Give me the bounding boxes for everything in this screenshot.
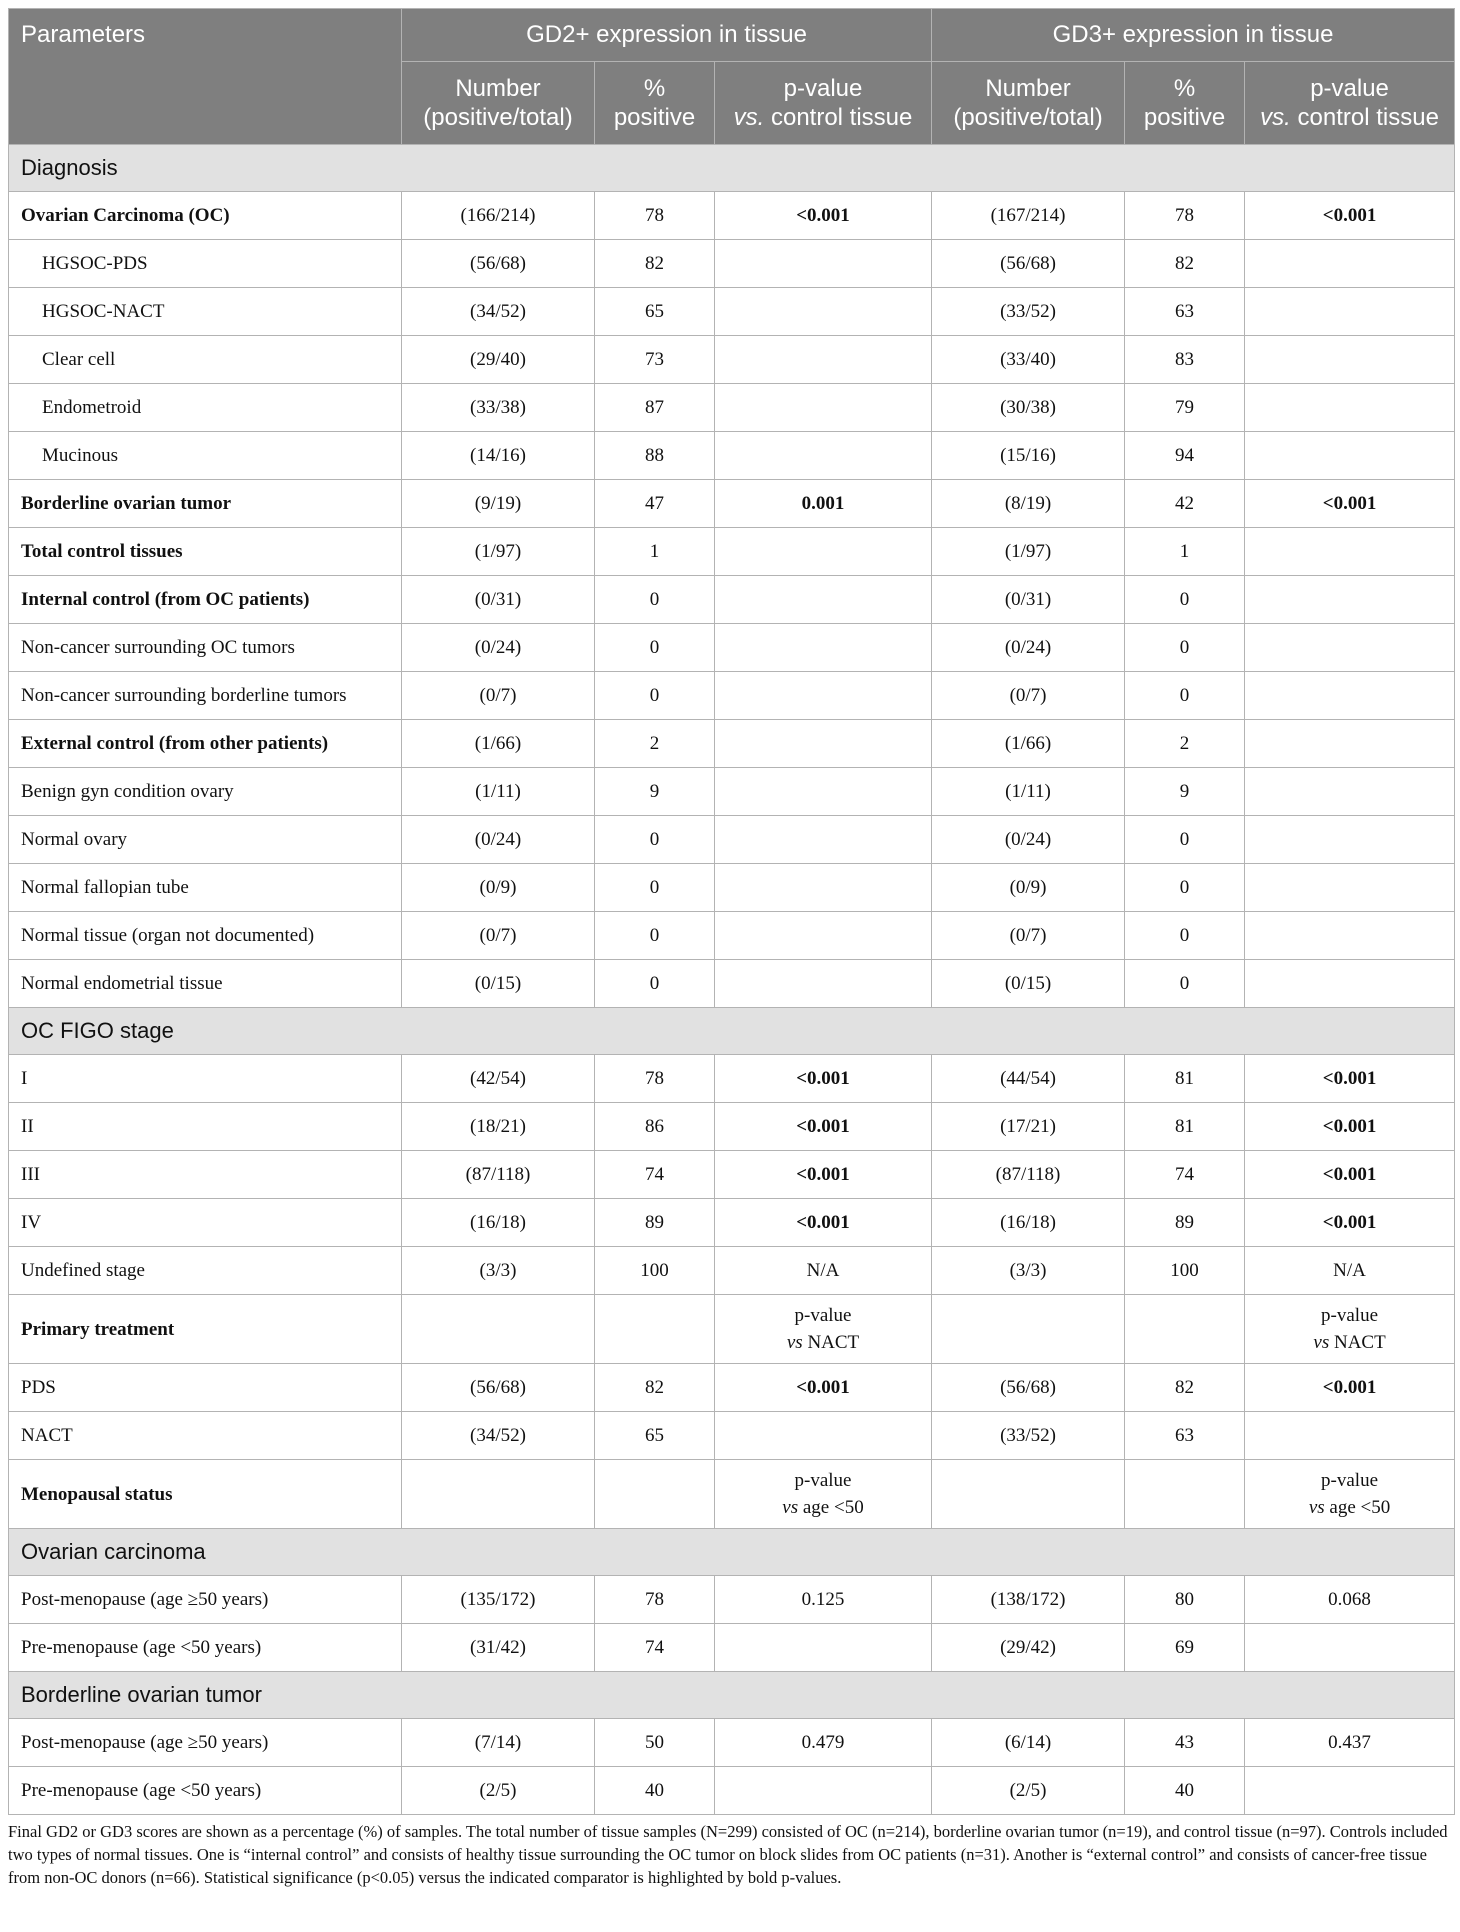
gd2-percent-cell: 50 xyxy=(595,1719,715,1767)
gd2-percent-cell: 73 xyxy=(595,336,715,384)
gd3-pvalue-header: p-value vs. control tissue xyxy=(1245,62,1455,145)
gd2-number-cell: (34/52) xyxy=(402,1412,595,1460)
section-label: Borderline ovarian tumor xyxy=(9,1672,1455,1719)
gd2-pvalue-cell: <0.001 xyxy=(715,1103,932,1151)
gd2-percent-cell: 78 xyxy=(595,1576,715,1624)
gd3-percent-cell: 0 xyxy=(1125,960,1245,1008)
gd3-percent-cell xyxy=(1125,1460,1245,1529)
table-row xyxy=(9,432,1455,480)
gd2-number-cell: (0/7) xyxy=(402,672,595,720)
gd3-number-cell: (0/7) xyxy=(932,672,1125,720)
table-body xyxy=(9,145,1455,1815)
gd3-pvalue-cell: <0.001 xyxy=(1245,192,1455,240)
table-row xyxy=(9,1055,1455,1103)
gd2-percent-cell: 86 xyxy=(595,1103,715,1151)
gd3-number-header: Number (positive/total) xyxy=(932,62,1125,145)
gd3-pvalue-cell xyxy=(1245,576,1455,624)
gd3-number-cell: (8/19) xyxy=(932,480,1125,528)
gd2-percent-cell: 40 xyxy=(595,1767,715,1815)
gd2-pvalue-cell xyxy=(715,1624,932,1672)
table-row xyxy=(9,720,1455,768)
table-row xyxy=(9,912,1455,960)
gd2-number-cell: (18/21) xyxy=(402,1103,595,1151)
gd2-number-cell: (0/31) xyxy=(402,576,595,624)
gd3-percent-cell: 1 xyxy=(1125,528,1245,576)
gd3-pvalue-cell xyxy=(1245,624,1455,672)
gd3-pvalue-cell: <0.001 xyxy=(1245,1103,1455,1151)
gd2-number-cell: (33/38) xyxy=(402,384,595,432)
gd2-pvalue-comparator: p-value vs age <50 xyxy=(715,1460,932,1529)
table-row xyxy=(9,1576,1455,1624)
row-label: Pre-menopause (age <50 years) xyxy=(9,1624,402,1672)
gd2-number-cell: (0/15) xyxy=(402,960,595,1008)
section-label: Ovarian carcinoma xyxy=(9,1529,1455,1576)
gd3-percent-cell: 63 xyxy=(1125,1412,1245,1460)
gd2-percent-cell: 65 xyxy=(595,288,715,336)
gd3-percent-cell: 63 xyxy=(1125,288,1245,336)
gd3-number-cell: (87/118) xyxy=(932,1151,1125,1199)
gd2-pvalue-comparator: p-value vs NACT xyxy=(715,1295,932,1364)
gd3-percent-cell: 9 xyxy=(1125,768,1245,816)
gd3-group-header: GD3+ expression in tissue xyxy=(932,9,1455,62)
gd2-pvalue-cell: <0.001 xyxy=(715,1364,932,1412)
gd2-pvalue-cell xyxy=(715,1767,932,1815)
gd3-number-cell: (0/24) xyxy=(932,624,1125,672)
gd2-percent-header: % positive xyxy=(595,62,715,145)
gd2-percent-cell: 0 xyxy=(595,912,715,960)
gd2-percent-cell: 0 xyxy=(595,864,715,912)
gd2-number-cell: (56/68) xyxy=(402,240,595,288)
gd3-pvalue-cell: N/A xyxy=(1245,1247,1455,1295)
gd3-pvalue-cell xyxy=(1245,672,1455,720)
row-label: Menopausal status xyxy=(9,1460,402,1529)
gd2-number-cell: (0/7) xyxy=(402,912,595,960)
gd3-pvalue-cell: <0.001 xyxy=(1245,1151,1455,1199)
gd3-percent-cell: 0 xyxy=(1125,624,1245,672)
gd2-number-cell: (1/66) xyxy=(402,720,595,768)
table-footnote: Final GD2 or GD3 scores are shown as a percentage (%) of samples. The total number of tissue samples (N=299) consisted of OC (n=214), borderline ovarian tumor (n=19), and control tissue (n=97). Controls included two types of normal tissues. One is “internal control” and consists of healthy tissue surrounding the OC tumor on block slides from OC patients (n=31). Another is “external control” and consists of cancer-free tissue from non-OC donors (n=66). Statistical significance (p<0.05) versus the indicated comparator is highlighted by bold p-values. xyxy=(8,1822,1448,1887)
gd3-percent-cell: 69 xyxy=(1125,1624,1245,1672)
row-label: Clear cell xyxy=(9,336,402,384)
gd2-number-cell: (14/16) xyxy=(402,432,595,480)
section-row xyxy=(9,1672,1455,1719)
gd3-percent-cell: 82 xyxy=(1125,1364,1245,1412)
gd2-number-cell: (9/19) xyxy=(402,480,595,528)
gd3-pvalue-cell xyxy=(1245,816,1455,864)
gd3-percent-cell: 79 xyxy=(1125,384,1245,432)
gd3-pvalue-cell xyxy=(1245,768,1455,816)
gd2-pvalue-cell xyxy=(715,864,932,912)
gd3-percent-cell: 0 xyxy=(1125,864,1245,912)
row-label: Undefined stage xyxy=(9,1247,402,1295)
gd2-pvalue-cell: <0.001 xyxy=(715,1055,932,1103)
gd2-percent-cell: 82 xyxy=(595,1364,715,1412)
gd3-pvalue-cell xyxy=(1245,1767,1455,1815)
gd2-number-cell: (56/68) xyxy=(402,1364,595,1412)
gd3-pvalue-cell: <0.001 xyxy=(1245,1055,1455,1103)
gd2-pvalue-cell xyxy=(715,288,932,336)
gd2-number-cell: (0/24) xyxy=(402,624,595,672)
row-label: Primary treatment xyxy=(9,1295,402,1364)
section-label: Diagnosis xyxy=(9,145,1455,192)
gd3-number-cell: (17/21) xyxy=(932,1103,1125,1151)
gd2-pvalue-cell xyxy=(715,576,932,624)
gd3-number-cell: (1/97) xyxy=(932,528,1125,576)
table-row xyxy=(9,528,1455,576)
gd3-pvalue-cell xyxy=(1245,720,1455,768)
table-row xyxy=(9,816,1455,864)
gd3-number-cell: (56/68) xyxy=(932,240,1125,288)
table-row xyxy=(9,480,1455,528)
gd2-number-header: Number (positive/total) xyxy=(402,62,595,145)
gd2-pvalue-cell xyxy=(715,672,932,720)
row-label: Endometroid xyxy=(9,384,402,432)
gd2-number-cell: (29/40) xyxy=(402,336,595,384)
gd2-percent-cell: 89 xyxy=(595,1199,715,1247)
gd3-number-cell: (33/52) xyxy=(932,1412,1125,1460)
gd2-pvalue-cell xyxy=(715,432,932,480)
gd3-percent-cell: 43 xyxy=(1125,1719,1245,1767)
row-label: Post-menopause (age ≥50 years) xyxy=(9,1576,402,1624)
row-label: Internal control (from OC patients) xyxy=(9,576,402,624)
gd2-pvalue-cell xyxy=(715,768,932,816)
table-row xyxy=(9,1767,1455,1815)
table-row xyxy=(9,1247,1455,1295)
gd3-percent-cell: 42 xyxy=(1125,480,1245,528)
table-row xyxy=(9,1719,1455,1767)
gd2-pvalue-cell xyxy=(715,960,932,1008)
table-row xyxy=(9,192,1455,240)
gd3-percent-cell: 0 xyxy=(1125,672,1245,720)
gd3-percent-cell: 0 xyxy=(1125,576,1245,624)
gd-expression-table xyxy=(8,8,1455,1815)
row-label: Borderline ovarian tumor xyxy=(9,480,402,528)
table-header xyxy=(9,9,1455,145)
table-row xyxy=(9,1364,1455,1412)
gd2-percent-cell: 2 xyxy=(595,720,715,768)
gd2-percent-cell: 0 xyxy=(595,576,715,624)
gd2-number-cell: (34/52) xyxy=(402,288,595,336)
table-row xyxy=(9,624,1455,672)
row-label: HGSOC-NACT xyxy=(9,288,402,336)
gd3-percent-cell: 80 xyxy=(1125,1576,1245,1624)
gd3-number-cell xyxy=(932,1295,1125,1364)
subheader-row xyxy=(9,1460,1455,1529)
gd3-number-cell: (6/14) xyxy=(932,1719,1125,1767)
row-label: IV xyxy=(9,1199,402,1247)
row-label: Normal fallopian tube xyxy=(9,864,402,912)
row-label: External control (from other patients) xyxy=(9,720,402,768)
row-label: I xyxy=(9,1055,402,1103)
gd2-pvalue-cell xyxy=(715,720,932,768)
gd3-percent-cell: 78 xyxy=(1125,192,1245,240)
gd2-pvalue-cell xyxy=(715,1412,932,1460)
row-label: Pre-menopause (age <50 years) xyxy=(9,1767,402,1815)
gd2-percent-cell: 0 xyxy=(595,672,715,720)
gd2-number-cell: (3/3) xyxy=(402,1247,595,1295)
section-row xyxy=(9,1529,1455,1576)
gd3-percent-cell xyxy=(1125,1295,1245,1364)
gd2-percent-cell xyxy=(595,1460,715,1529)
gd3-number-cell: (33/40) xyxy=(932,336,1125,384)
gd2-pvalue-cell xyxy=(715,912,932,960)
row-label: HGSOC-PDS xyxy=(9,240,402,288)
gd3-percent-cell: 40 xyxy=(1125,1767,1245,1815)
gd3-pvalue-cell: <0.001 xyxy=(1245,1199,1455,1247)
gd2-pvalue-cell: N/A xyxy=(715,1247,932,1295)
gd3-percent-cell: 81 xyxy=(1125,1103,1245,1151)
gd3-number-cell: (2/5) xyxy=(932,1767,1125,1815)
row-label: PDS xyxy=(9,1364,402,1412)
gd2-group-header: GD2+ expression in tissue xyxy=(402,9,932,62)
gd2-pvalue-cell xyxy=(715,336,932,384)
gd2-pvalue-header: p-value vs. control tissue xyxy=(715,62,932,145)
table-row xyxy=(9,240,1455,288)
table-row xyxy=(9,1151,1455,1199)
gd3-pvalue-cell xyxy=(1245,240,1455,288)
gd2-pvalue-cell: <0.001 xyxy=(715,192,932,240)
gd3-percent-cell: 0 xyxy=(1125,816,1245,864)
gd3-number-cell: (0/24) xyxy=(932,816,1125,864)
subheader-row xyxy=(9,1295,1455,1364)
table-row xyxy=(9,1412,1455,1460)
gd3-pvalue-cell xyxy=(1245,384,1455,432)
gd3-percent-cell: 100 xyxy=(1125,1247,1245,1295)
gd2-pvalue-cell: <0.001 xyxy=(715,1151,932,1199)
gd3-pvalue-cell xyxy=(1245,336,1455,384)
row-label: Total control tissues xyxy=(9,528,402,576)
gd2-percent-cell: 82 xyxy=(595,240,715,288)
table-row xyxy=(9,960,1455,1008)
gd2-number-cell: (2/5) xyxy=(402,1767,595,1815)
gd3-number-cell: (138/172) xyxy=(932,1576,1125,1624)
row-label: III xyxy=(9,1151,402,1199)
gd3-number-cell: (1/66) xyxy=(932,720,1125,768)
gd3-percent-cell: 94 xyxy=(1125,432,1245,480)
gd2-percent-cell xyxy=(595,1295,715,1364)
gd3-pvalue-cell xyxy=(1245,1412,1455,1460)
gd3-percent-cell: 74 xyxy=(1125,1151,1245,1199)
gd2-percent-cell: 65 xyxy=(595,1412,715,1460)
gd2-number-cell: (16/18) xyxy=(402,1199,595,1247)
gd3-percent-cell: 0 xyxy=(1125,912,1245,960)
gd3-pvalue-cell: 0.068 xyxy=(1245,1576,1455,1624)
gd2-number-cell xyxy=(402,1460,595,1529)
table-row xyxy=(9,384,1455,432)
gd2-number-cell xyxy=(402,1295,595,1364)
row-label: NACT xyxy=(9,1412,402,1460)
gd2-percent-cell: 88 xyxy=(595,432,715,480)
section-label: OC FIGO stage xyxy=(9,1008,1455,1055)
gd3-number-cell: (0/15) xyxy=(932,960,1125,1008)
table-row xyxy=(9,864,1455,912)
gd3-number-cell: (16/18) xyxy=(932,1199,1125,1247)
row-label: Normal endometrial tissue xyxy=(9,960,402,1008)
gd2-percent-cell: 78 xyxy=(595,192,715,240)
gd3-percent-cell: 81 xyxy=(1125,1055,1245,1103)
table-row xyxy=(9,1199,1455,1247)
table-row xyxy=(9,576,1455,624)
gd2-percent-cell: 87 xyxy=(595,384,715,432)
gd2-number-cell: (42/54) xyxy=(402,1055,595,1103)
gd2-percent-cell: 0 xyxy=(595,624,715,672)
gd3-number-cell xyxy=(932,1460,1125,1529)
gd2-percent-cell: 74 xyxy=(595,1151,715,1199)
gd2-pvalue-cell xyxy=(715,816,932,864)
gd2-number-cell: (1/11) xyxy=(402,768,595,816)
gd3-pvalue-cell xyxy=(1245,960,1455,1008)
gd2-percent-cell: 47 xyxy=(595,480,715,528)
parameters-header: Parameters xyxy=(9,9,402,145)
gd3-percent-cell: 82 xyxy=(1125,240,1245,288)
row-label: II xyxy=(9,1103,402,1151)
gd3-number-cell: (44/54) xyxy=(932,1055,1125,1103)
row-label: Non-cancer surrounding borderline tumors xyxy=(9,672,402,720)
gd2-percent-cell: 100 xyxy=(595,1247,715,1295)
gd3-percent-header: % positive xyxy=(1125,62,1245,145)
gd2-pvalue-cell: 0.001 xyxy=(715,480,932,528)
gd3-percent-cell: 89 xyxy=(1125,1199,1245,1247)
gd3-pvalue-cell xyxy=(1245,432,1455,480)
row-label: Non-cancer surrounding OC tumors xyxy=(9,624,402,672)
row-label: Ovarian Carcinoma (OC) xyxy=(9,192,402,240)
gd2-pvalue-cell: 0.125 xyxy=(715,1576,932,1624)
row-label: Benign gyn condition ovary xyxy=(9,768,402,816)
row-label: Normal ovary xyxy=(9,816,402,864)
gd3-number-cell: (1/11) xyxy=(932,768,1125,816)
gd3-number-cell: (56/68) xyxy=(932,1364,1125,1412)
section-row xyxy=(9,1008,1455,1055)
gd3-pvalue-cell xyxy=(1245,288,1455,336)
table-row xyxy=(9,1624,1455,1672)
table-row xyxy=(9,768,1455,816)
gd2-percent-cell: 74 xyxy=(595,1624,715,1672)
gd2-number-cell: (7/14) xyxy=(402,1719,595,1767)
gd3-pvalue-cell xyxy=(1245,1624,1455,1672)
gd3-pvalue-comparator: p-value vs NACT xyxy=(1245,1295,1455,1364)
gd3-percent-cell: 2 xyxy=(1125,720,1245,768)
gd2-pvalue-cell xyxy=(715,528,932,576)
gd2-pvalue-cell: 0.479 xyxy=(715,1719,932,1767)
gd3-number-cell: (0/31) xyxy=(932,576,1125,624)
table-container xyxy=(8,8,1454,1889)
gd3-number-cell: (15/16) xyxy=(932,432,1125,480)
gd2-number-cell: (87/118) xyxy=(402,1151,595,1199)
gd3-pvalue-cell: 0.437 xyxy=(1245,1719,1455,1767)
gd3-number-cell: (0/7) xyxy=(932,912,1125,960)
gd2-percent-cell: 78 xyxy=(595,1055,715,1103)
gd2-percent-cell: 0 xyxy=(595,816,715,864)
gd2-pvalue-cell xyxy=(715,240,932,288)
gd3-pvalue-cell xyxy=(1245,864,1455,912)
section-row xyxy=(9,145,1455,192)
gd2-number-cell: (0/9) xyxy=(402,864,595,912)
gd2-percent-cell: 0 xyxy=(595,960,715,1008)
gd2-number-cell: (31/42) xyxy=(402,1624,595,1672)
row-label: Normal tissue (organ not documented) xyxy=(9,912,402,960)
gd3-pvalue-comparator: p-value vs age <50 xyxy=(1245,1460,1455,1529)
gd2-pvalue-cell xyxy=(715,624,932,672)
table-row xyxy=(9,1103,1455,1151)
gd3-percent-cell: 83 xyxy=(1125,336,1245,384)
gd2-percent-cell: 1 xyxy=(595,528,715,576)
table-row xyxy=(9,288,1455,336)
gd2-percent-cell: 9 xyxy=(595,768,715,816)
gd3-number-cell: (0/9) xyxy=(932,864,1125,912)
row-label: Mucinous xyxy=(9,432,402,480)
gd2-pvalue-cell: <0.001 xyxy=(715,1199,932,1247)
gd3-pvalue-cell: <0.001 xyxy=(1245,480,1455,528)
gd3-pvalue-cell xyxy=(1245,528,1455,576)
table-row xyxy=(9,336,1455,384)
gd3-number-cell: (3/3) xyxy=(932,1247,1125,1295)
gd2-number-cell: (135/172) xyxy=(402,1576,595,1624)
gd2-number-cell: (1/97) xyxy=(402,528,595,576)
gd3-number-cell: (167/214) xyxy=(932,192,1125,240)
gd2-number-cell: (166/214) xyxy=(402,192,595,240)
gd2-number-cell: (0/24) xyxy=(402,816,595,864)
gd3-pvalue-cell: <0.001 xyxy=(1245,1364,1455,1412)
table-row xyxy=(9,672,1455,720)
gd2-pvalue-cell xyxy=(715,384,932,432)
gd3-number-cell: (29/42) xyxy=(932,1624,1125,1672)
row-label: Post-menopause (age ≥50 years) xyxy=(9,1719,402,1767)
gd3-pvalue-cell xyxy=(1245,912,1455,960)
gd3-number-cell: (33/52) xyxy=(932,288,1125,336)
gd3-number-cell: (30/38) xyxy=(932,384,1125,432)
